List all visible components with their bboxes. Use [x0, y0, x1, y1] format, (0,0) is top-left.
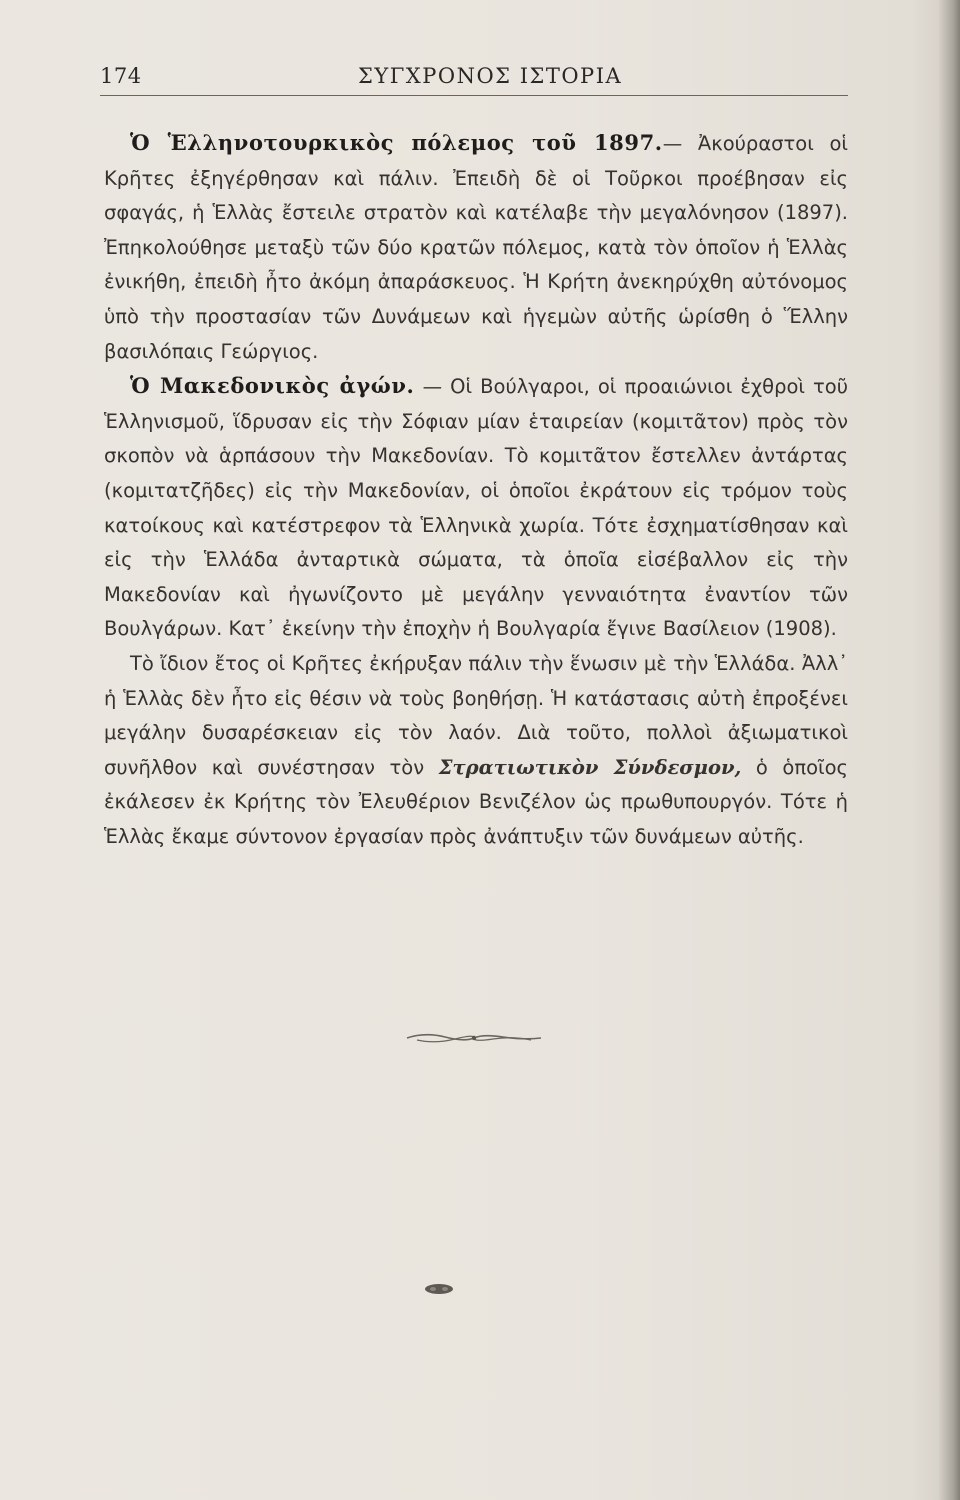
emphasized-term: Στρατιωτικὸν Σύνδεσμον,: [438, 755, 742, 779]
paragraph-body: Ἀκούραστοι οἱ Κρῆτες ἐξηγέρθησαν καὶ πάλιν. Ἐπειδὴ δὲ οἱ Τοῦρκοι προέβησαν εἰς σφαγάς, ἡ Ἑλλὰς ἔστειλε στρατὸν καὶ κατέλαβε τὴν μεγαλόνησον (1897). Ἐπηκολούθησε μεταξὺ τῶν δύο κρατῶν πόλεμος, κατὰ τὸν ὁποῖον ἡ Ἑλλὰς ἐνικήθη, ἐπειδὴ ἦτο ἀκόμη ἀπαράσκευος. Ἡ Κρήτη ἀνεκηρύχθη αὐτόνομος ὑπὸ τὴν προστασίαν τῶν Δυνάμεων καὶ ἡγεμὼν αὐτῆς ὡρίσθη ὁ Ἕλλην βασιλόπαις Γεώργιος.: [104, 132, 848, 363]
paragraph-greco-turkish-war: [104, 126, 848, 369]
page-text: [104, 126, 848, 854]
printer-mark: [422, 1282, 456, 1296]
page-number: 174: [100, 64, 142, 88]
paragraph-text-before: Τὸ ἴδιον ἔτος οἱ Κρῆτες ἐκήρυξαν πάλιν τὴν ἕνωσιν μὲ τὴν Ἑλλάδα. Ἀλλ᾽ ἡ Ἑλλὰς δὲν ἦτο εἰς θέσιν νὰ τοὺς βοηθήσῃ. Ἡ κατάστασις αὐτὴ ἐπροξένει μεγάλην δυσαρέσκειαν εἰς τὸν λαόν. Διὰ τοῦτο, πολλοὶ ἀξιωματικοὶ συνῆλθον καὶ συνέστησαν τὸν: [104, 651, 848, 779]
heading-dash: —: [662, 132, 683, 155]
section-end-ornament: [405, 1028, 543, 1048]
paragraph-body: Οἱ Βούλγαροι, οἱ προαιώνιοι ἐχθροὶ τοῦ Ἑλληνισμοῦ, ἵδρυσαν εἰς τὴν Σόφιαν μίαν ἑταιρείαν (κομιτᾶτον) πρὸς τὸν σκοπὸν νὰ ἁρπάσουν τὴν Μακεδονίαν. Τὸ κομιτᾶτον ἔστελλεν ἀντάρτας (κομιτατζῆδες) εἰς τὴν Μακεδονίαν, οἱ ὁποῖοι ἐκράτουν εἰς τρόμον τοὺς κατοίκους καὶ κατέστρεφον τὰ Ἑλληνικὰ χωρία. Τότε ἐσχηματίσθησαν καὶ εἰς τὴν Ἑλλάδα ἀνταρτικὰ σώματα, τὰ ὁποῖα εἰσέβαλλον εἰς τὴν Μακεδονίαν καὶ ἠγωνίζοντο μὲ μεγάλην γενναιότητα ἐναντίον τῶν Βουλγάρων. Κατ᾽ ἐκείνην τὴν ἐποχὴν ἡ Βουλγαρία ἔγινε Βασίλειον (1908).: [104, 375, 849, 641]
section-heading-greco-turkish-war: Ὁ Ἑλληνοτουρκικὸς πόλεμος τοῦ 1897.: [130, 130, 663, 155]
running-head: [100, 62, 850, 92]
paragraph-text-after: ὁ ὁποῖος ἐκάλεσεν ἐκ Κρήτης τὸν Ἐλευθέριον Βενιζέλον ὡς πρωθυπουργόν. Τότε ἡ Ἑλλὰς ἔκαμε σύντονον ἐργασίαν πρὸς ἀνάπτυξιν τῶν δυνάμεων αὐτῆς.: [104, 755, 848, 848]
section-heading-macedonian-struggle: Ὁ Μακεδονικὸς ἀγών.: [130, 373, 415, 399]
running-title: ΣΥΓΧΡΟΝΟΣ ΙΣΤΟΡΙΑ: [358, 64, 623, 88]
paragraph-macedonian-struggle: [104, 369, 848, 647]
heading-dash: —: [422, 375, 443, 399]
header-rule: [100, 95, 848, 96]
page-gutter-shadow: [938, 0, 960, 1500]
paragraph-military-league: [104, 647, 848, 855]
